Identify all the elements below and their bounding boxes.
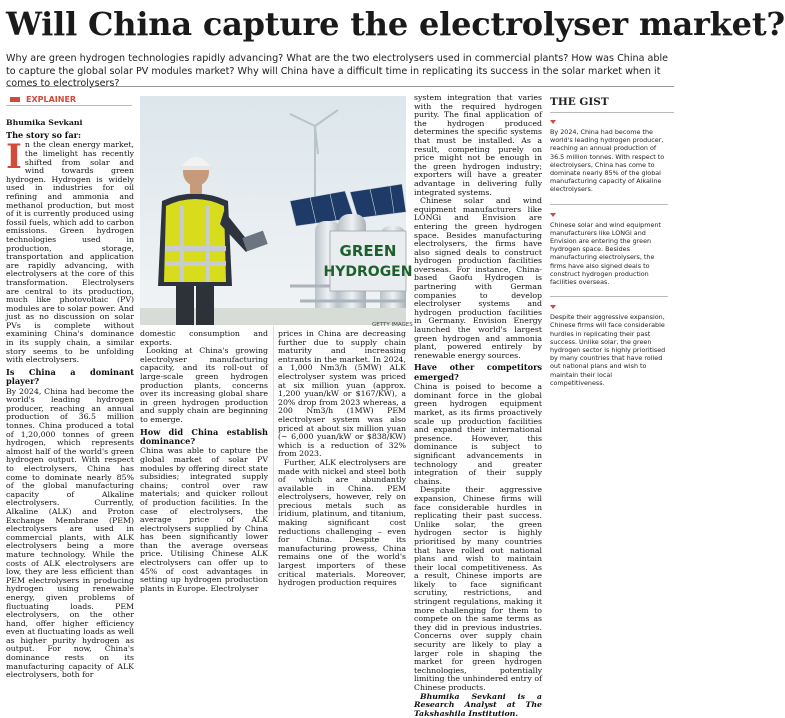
bullet-triangle-icon bbox=[550, 305, 556, 309]
bullet-triangle-icon bbox=[550, 120, 556, 124]
drop-cap: I bbox=[6, 137, 22, 178]
paragraph: Looking at China's growing electrolyser manufacturing capacity, and its roll-out of large-scale green hydrogen production plants, concerns over its increasing global share in green hydrogen production and supply chain are beginning to emerge. bbox=[140, 346, 268, 424]
gist-divider bbox=[550, 296, 668, 297]
photo-credit: GETTY IMAGES bbox=[372, 322, 413, 328]
gist-item: Despite their aggressive expansion, Chinese firms will face considerable hurdles in replicating their past success. Unlike solar, the green hydrogen sector is highly prioritised by many countries that have rolled out national plans and wish to maintain their local competitiveness. bbox=[550, 303, 668, 387]
paragraph: prices in China are decreasing further due to supply chain maturity and increasing entrants in the market. In 2024, a 1,000 Nm3/h (5MW) ALK electrolyser system was priced at six million yuan (approx. 1,200 yuan/kW or $167/KW), a 20% drop from 2023 whereas, a 200 Nm3/h (1MW) PEM electrolyser system was also priced at about six million yuan (~ 6,000 yuan/kW or $838/KW) which is a reduction of 32% from 2023. bbox=[278, 329, 406, 459]
gist-item: Chinese solar and wind equipment manufacturers like LONGi and Envision are entering the green hydrogen space. Besides manufacturing electrolysers, the firms have also signed deals to construct hydrogen production facilities overseas. bbox=[550, 211, 668, 287]
paragraph: China is poised to become a dominant force in the global green hydrogen equipment market, as its firms proactively scale up production facilities and expand their international presence. However, this dominance is subject to significant advancements in technology and greater integration of their supply chains. bbox=[414, 382, 542, 486]
section-heading: Is China a dominant player? bbox=[6, 366, 134, 387]
paragraph: In the clean energy market, the limelight has recently shifted from solar and wind towards green hydrogen. Hydrogen is widely used in industries for oil refining and ammonia and methanol production, but most of it is currently produced using fossil fuels, which add to carbon emissions. Green hydrogen technologies used in production, storage, transportation and application are rapidly advancing, with electrolysers at the core of this transformation. Electrolysers are central to its production, much like photovoltaic (PV) modules are to solar power. And just as no discussion on solar PVs is complete without examining China's dominance in its supply chain, a similar story seems to be unfolding with electrolysers. bbox=[6, 137, 134, 365]
paragraph: Further, ALK electrolysers are made with nickel and steel both of which are abundantly available in China. PEM electrolysers, however, rely on precious metals such as iridium, platinum, and titanium, making significant cost reductions challenging – even for China. Despite its manufacturing prowess, China remains one of the world's largest importers of these critical materials. Moreover, hydrogen production requires bbox=[278, 457, 406, 588]
gist-sidebar bbox=[550, 118, 668, 397]
gist-item: By 2024, China had become the world's leading hydrogen producer, reaching an annual production of 36.5 million tonnes. With respect to electrolysers, China has come to dominate nearly 85% of the global manufacturing capacity of Alkaline electrolysers. bbox=[550, 118, 668, 194]
column-divider bbox=[273, 326, 274, 516]
paragraph: By 2024, China had become the world's leading hydrogen producer, reaching an annual production of 36.5 million tonnes. China produced a total of 1,20,000 tonnes of green hydrogen, which represents almost half of the world's green hydrogen output. With respect to electrolysers, China has come to dominate nearly 85% of the global manufacturing capacity of Alkaline electrolysers. Currently, Alkaline (ALK) and Proton Exchange Membrane (PEM) electrolysers are used in commercial plants, with ALK electrolysers being a more mature technology. While the costs of ALK electrolysers are low, they are less efficient than PEM electrolysers in producing hydrogen using renewable energy, given problems of fluctuating loads. PEM electrolysers, on the other hand, offer higher efficiency even at fluctuating loads as well as higher purity hydrogen as output. For now, China's dominance rests on its manufacturing capacity of ALK electrolysers, both for bbox=[6, 386, 134, 680]
paragraph: Chinese solar and wind equipment manufacturers like LONGi and Envision are entering the green hydrogen space. Besides manufacturing electrolysers, the firms have also signed deals to construct hydrogen production facilities overseas. For instance, China-based Gaofu Hydrogen is partnering with German companies to develop electrolyser systems and hydrogen production facilities in Germany. Envision Energy launched the world's largest green hydrogen and ammonia plant, powered entirely by renewable energy sources. bbox=[414, 196, 542, 360]
column-2 bbox=[140, 329, 268, 593]
deck: Why are green hydrogen technologies rapidly advancing? What are the two electrolysers used in commercial plants? How was China able to capture the global solar PV modules market? Why will China have a difficult time in replicating its success in the solar market when it comes to electrolysers? bbox=[6, 53, 669, 89]
header-rule bbox=[6, 86, 674, 87]
bullet-triangle-icon bbox=[550, 213, 556, 217]
sign-text-line2: HYDROGEN bbox=[323, 264, 413, 280]
headline: Will China capture the electrolyser market? bbox=[6, 5, 785, 43]
author-note: Bhumika Sevkani is a Research Analyst at The Takshashila Institution. bbox=[414, 691, 542, 718]
column-3 bbox=[278, 329, 406, 588]
byline: Bhumika Sevkani bbox=[6, 118, 83, 127]
column-4 bbox=[414, 93, 542, 718]
sign-text-line1: GREEN bbox=[339, 242, 397, 260]
paragraph: China was able to capture the global market of solar PV modules by offering direct state subsidies; integrated supply chains; control over raw materials; and quicker rollout of production facilities. In the case of electrolysers, the average price of ALK electrolysers supplied by China has been significantly lower than the average overseas price. Utilising Chinese ALK electrolysers can offer up to 45% of cost advantages in setting up hydrogen production plants in Europe. Electrolyser bbox=[140, 446, 268, 593]
gist-title: THE GIST bbox=[550, 96, 674, 113]
paragraph: Despite their aggressive expansion, Chinese firms will face considerable hurdles in replicating their past success. Unlike solar, the green hydrogen sector is highly prioritised by many countries that have rolled out national plans and wish to maintain their local competitiveness. As a result, Chinese imports are likely to face significant scrutiny, restrictions, and stringent regulations, making it more challenging for them to compete on the same terms as they did in previous industries. Concerns over supply chain security are likely to play a larger role in shaping the market for green hydrogen technologies, potentially limiting the unhindered entry of Chinese products. bbox=[414, 485, 542, 692]
section-heading: The story so far: bbox=[6, 130, 81, 140]
paragraph: domestic consumption and exports. bbox=[140, 329, 268, 347]
gist-divider bbox=[550, 204, 668, 205]
paragraph: system integration that varies with the required hydrogen purity. The final application of the hydrogen produced determines the specific systems that must be installed. As a result, competing purely on price might not be enough in the green hydrogen industry; exporters will have a greater advantage in delivering fully integrated systems. bbox=[414, 93, 542, 197]
kicker-label: EXPLAINER bbox=[6, 94, 132, 106]
column-1 bbox=[6, 130, 134, 680]
section-heading: Have other competitors emerged? bbox=[414, 362, 542, 382]
section-heading: How did China establish dominance? bbox=[140, 426, 268, 446]
